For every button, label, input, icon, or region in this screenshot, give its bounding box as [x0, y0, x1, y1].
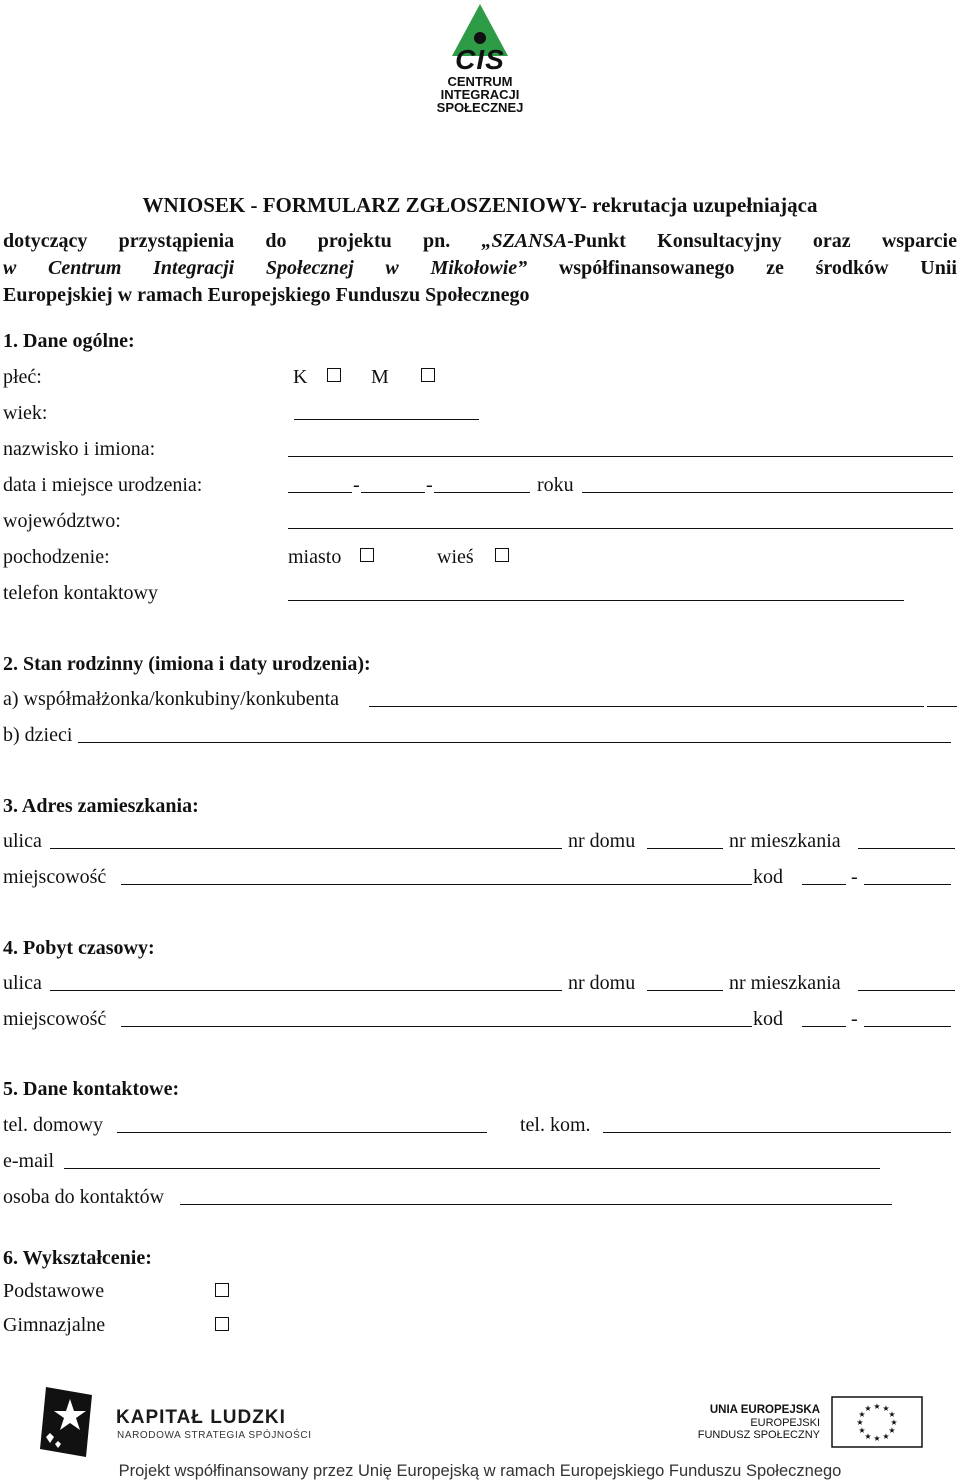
email-field[interactable]: [64, 1168, 880, 1169]
spouse-label: a) współmałżonka/konkubiny/konkubenta: [3, 688, 340, 710]
phone-field[interactable]: [288, 600, 904, 601]
svg-text:★: ★: [888, 1410, 896, 1419]
cis-logo-line2: INTEGRACJI: [440, 87, 520, 102]
birth-place-field[interactable]: [582, 492, 953, 493]
section-1-title: 1. Dane ogólne:: [3, 330, 135, 352]
svg-text:★: ★: [864, 1432, 872, 1441]
eu-logo: [690, 1396, 925, 1451]
svg-text:★: ★: [882, 1432, 890, 1441]
svg-text:★: ★: [888, 1426, 896, 1435]
address-postcode-field-1[interactable]: [802, 884, 846, 885]
eu-line-2: EUROPEJSKI: [750, 1417, 820, 1429]
address-postcode-field-2[interactable]: [864, 884, 951, 885]
svg-text:★: ★: [856, 1418, 864, 1427]
birth-dash-1: -: [353, 474, 360, 496]
section-5-title: 5. Dane kontaktowe:: [3, 1078, 180, 1100]
section-4-title: 4. Pobyt czasowy:: [3, 937, 155, 959]
cis-logo-abbr: CIS: [455, 44, 505, 75]
svg-text:★: ★: [890, 1418, 898, 1427]
intro-line-1: dotyczący przystąpienia do projektu pn. „SZANSA-Punkt Konsultacyjny oraz wsparcie: [3, 230, 957, 252]
intro-line-2: w Centrum Integracji Społecznej w Mikołowie” współfinansowanego ze środków Unii: [3, 257, 957, 279]
origin-label: pochodzenie:: [3, 546, 110, 568]
intro-paragraph: [3, 228, 957, 309]
children-label: b) dzieci: [3, 724, 73, 746]
address-house-field[interactable]: [647, 848, 723, 849]
intro-line-3: Europejskiej w ramach Europejskiego Funduszu Społecznego: [3, 284, 530, 306]
gender-m-label: M: [371, 366, 389, 388]
form-title: WNIOSEK - FORMULARZ ZGŁOSZENIOWY- rekrutacja uzupełniająca: [142, 193, 818, 217]
home-phone-label: tel. domowy: [3, 1114, 103, 1136]
temp-town-field[interactable]: [121, 1026, 752, 1027]
kapital-ludzki-subtitle: NARODOWA STRATEGIA SPÓJNOŚCI: [117, 1430, 312, 1441]
svg-text:★: ★: [864, 1404, 872, 1413]
home-phone-field[interactable]: [117, 1132, 487, 1133]
temp-postcode-label: kod: [753, 1008, 783, 1030]
address-house-label: nr domu: [568, 830, 636, 852]
origin-village-label: wieś: [437, 546, 474, 568]
gender-label: płeć:: [3, 366, 42, 388]
svg-text:★: ★: [858, 1410, 866, 1419]
edu-primary-checkbox[interactable]: [215, 1283, 229, 1297]
age-field[interactable]: [294, 419, 479, 420]
address-street-field[interactable]: [50, 848, 562, 849]
temp-apt-label: nr mieszkania: [729, 972, 841, 994]
svg-text:★: ★: [873, 1434, 881, 1443]
age-label: wiek:: [3, 402, 48, 424]
section-3-title: 3. Adres zamieszkania:: [3, 795, 199, 817]
spouse-field[interactable]: [369, 706, 924, 707]
name-field[interactable]: [288, 456, 953, 457]
phone-label: telefon kontaktowy: [3, 582, 158, 604]
birth-year-label: roku: [537, 474, 574, 496]
email-label: e-mail: [3, 1150, 55, 1172]
temp-street-field[interactable]: [50, 990, 562, 991]
origin-city-label: miasto: [288, 546, 342, 568]
temp-street-label: ulica: [3, 972, 42, 994]
gender-k-label: K: [293, 366, 308, 388]
cis-logo-line1: CENTRUM: [447, 74, 513, 89]
svg-text:★: ★: [882, 1404, 890, 1413]
origin-city-checkbox[interactable]: [360, 548, 374, 562]
address-street-label: ulica: [3, 830, 42, 852]
origin-village-checkbox[interactable]: [495, 548, 509, 562]
svg-text:★: ★: [858, 1426, 866, 1435]
address-apt-label: nr mieszkania: [729, 830, 841, 852]
birth-day-field[interactable]: [288, 492, 352, 493]
cis-logo: [425, 2, 535, 117]
section-6-title: 6. Wykształcenie:: [3, 1247, 152, 1269]
temp-apt-field[interactable]: [858, 990, 955, 991]
contact-person-label: osoba do kontaktów: [3, 1186, 165, 1208]
address-town-label: miejscowość: [3, 866, 107, 888]
gender-k-checkbox[interactable]: [327, 368, 341, 382]
temp-house-field[interactable]: [647, 990, 723, 991]
children-field[interactable]: [78, 742, 951, 743]
edu-gymnasium-label: Gimnazjalne: [3, 1314, 106, 1336]
spouse-field-end[interactable]: [927, 706, 957, 707]
kapital-ludzki-logo: [40, 1385, 330, 1460]
eu-line-3: FUNDUSZ SPOŁECZNY: [697, 1429, 820, 1441]
address-town-field[interactable]: [121, 884, 752, 885]
temp-postcode-field-2[interactable]: [864, 1026, 951, 1027]
voivodeship-label: województwo:: [3, 510, 121, 532]
mobile-phone-label: tel. kom.: [520, 1114, 591, 1136]
temp-town-label: miejscowość: [3, 1008, 107, 1030]
mobile-phone-field[interactable]: [603, 1132, 951, 1133]
name-label: nazwisko i imiona:: [3, 438, 156, 460]
kapital-ludzki-star-icon: [40, 1385, 102, 1459]
birth-month-field[interactable]: [361, 492, 425, 493]
kapital-ludzki-title: KAPITAŁ LUDZKI: [116, 1407, 286, 1428]
eu-line-1: UNIA EUROPEJSKA: [709, 1404, 820, 1416]
temp-postcode-field-1[interactable]: [802, 1026, 846, 1027]
eu-flag-icon: [831, 1396, 923, 1448]
temp-house-label: nr domu: [568, 972, 636, 994]
contact-person-field[interactable]: [180, 1204, 892, 1205]
birth-dash-2: -: [426, 474, 433, 496]
cis-logo-line3: SPOŁECZNEJ: [436, 100, 524, 115]
voivodeship-field[interactable]: [288, 528, 953, 529]
address-postcode-dash: -: [851, 866, 858, 888]
edu-primary-label: Podstawowe: [3, 1280, 105, 1302]
svg-text:★: ★: [873, 1402, 881, 1411]
address-apt-field[interactable]: [858, 848, 955, 849]
edu-gymnasium-checkbox[interactable]: [215, 1317, 229, 1331]
birth-year-field[interactable]: [434, 492, 530, 493]
birth-label: data i miejsce urodzenia:: [3, 474, 203, 496]
project-footer-text: Projekt współfinansowany przez Unię Europejską w ramach Europejskiego Funduszu Społecznego: [118, 1462, 842, 1480]
gender-m-checkbox[interactable]: [421, 368, 435, 382]
temp-postcode-dash: -: [851, 1008, 858, 1030]
address-postcode-label: kod: [753, 866, 783, 888]
section-2-title: 2. Stan rodzinny (imiona i daty urodzenia):: [3, 653, 371, 675]
